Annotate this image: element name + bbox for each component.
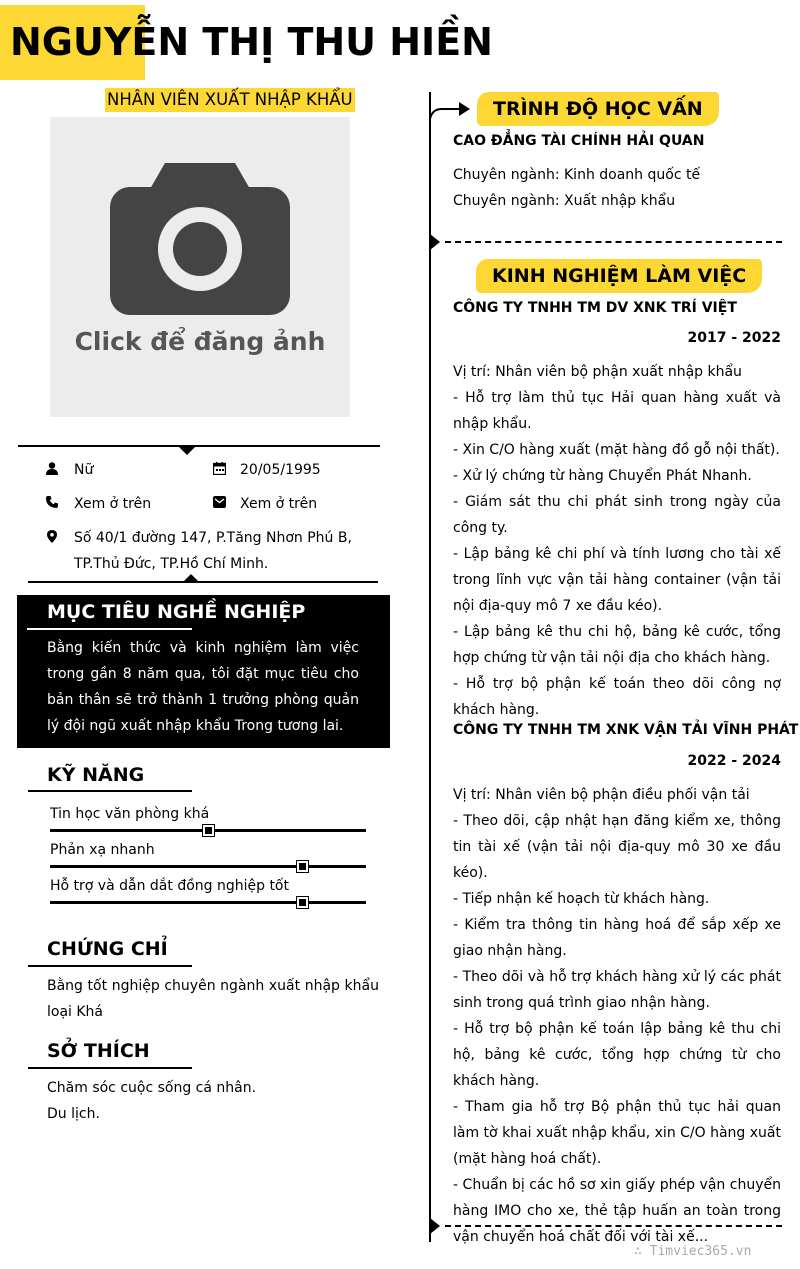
- job-line: - Theo dõi, cập nhật hạn đăng kiểm xe, thông tin tài xế (vận tải nội địa-quy mô 30 xe đầu kéo).: [453, 813, 781, 881]
- info-top-divider: [18, 445, 380, 447]
- timeline-line: [429, 92, 431, 1242]
- objective-section: [17, 595, 390, 748]
- divider-arrow-down: [179, 447, 195, 455]
- job-line: - Chuẩn bị các hồ sơ xin giấy phép vận chuyển hàng IMO cho xe, thẻ tập huấn an toàn trong vận chuyển hoá chất đối với tài xế...: [453, 1177, 781, 1245]
- skill-label: Phản xạ nhanh: [50, 842, 155, 858]
- job-line: - Tiếp nhận kế hoạch từ khách hàng.: [453, 891, 710, 907]
- education-majors: [453, 162, 781, 214]
- hobbies-title: SỞ THÍCH: [47, 1040, 150, 1062]
- skills-title: KỸ NĂNG: [47, 764, 145, 786]
- address-line-2: TP.Thủ Đức, TP.Hồ Chí Minh.: [74, 556, 269, 572]
- certificates-text: Bằng tốt nghiệp chuyên ngành xuất nhập khẩu loại Khá: [47, 978, 379, 1020]
- email-icon: [212, 495, 226, 509]
- job-line: Vị trí: Nhân viên bộ phận điều phối vận tải: [453, 787, 750, 803]
- job-line: - Xử lý chứng từ hàng Chuyển Phát Nhanh.: [453, 468, 752, 484]
- skills-title-underline: [28, 790, 192, 792]
- hobbies-list: [47, 1075, 379, 1127]
- certificates-title-underline: [28, 965, 192, 967]
- location-icon: [45, 529, 59, 543]
- hobby-item: Du lịch.: [47, 1106, 100, 1122]
- education-title: TRÌNH ĐỘ HỌC VẤN: [477, 92, 719, 126]
- skill-label: Hỗ trợ và dẫn dắt đồng nghiệp tốt: [50, 878, 289, 894]
- education-school: CAO ĐẲNG TÀI CHÍNH HẢI QUAN: [453, 133, 705, 149]
- objective-title: MỤC TIÊU NGHỀ NGHIỆP: [47, 601, 306, 623]
- job-line: - Hỗ trợ làm thủ tục Hải quan hàng xuất và nhập khẩu.: [453, 390, 781, 432]
- skill-level-knob: [297, 861, 308, 872]
- job-period: 2017 - 2022: [687, 330, 781, 346]
- job-line: - Xin C/O hàng xuất (mặt hàng đồ gỗ nội thất).: [453, 442, 780, 458]
- timeline-dashed-divider: [445, 241, 782, 243]
- job-line: - Lập bảng kê thu chi hộ, bảng kê cước, tổng hợp chứng từ vận tải nội địa cho khách hàng.: [453, 624, 781, 666]
- objective-title-underline: [27, 628, 192, 630]
- experience-title: KINH NGHIỆM LÀM VIỆC: [476, 259, 762, 293]
- education-major: Chuyên ngành: Xuất nhập khẩu: [453, 193, 676, 209]
- divider-arrow-up: [183, 574, 199, 582]
- phone-icon: [45, 495, 59, 509]
- photo-upload-label: Click để đăng ảnh: [74, 327, 326, 356]
- email-value: Xem ở trên: [240, 496, 318, 512]
- job-line: - Hỗ trợ bộ phận kế toán theo dõi công nợ khách hàng.: [453, 676, 781, 718]
- objective-text: Bằng kiến thức và kinh nghiệm làm việc trong gần 8 năm qua, tôi đặt mục tiêu cho bản thân sẽ trở thành 1 trưởng phòng quản lý đội ngũ xuất nhập khẩu Trong tương lai.: [47, 640, 359, 734]
- info-bottom-divider: [28, 581, 378, 583]
- job-description: [453, 359, 781, 723]
- job-period: 2022 - 2024: [687, 753, 781, 769]
- timeline-marker: [430, 234, 440, 250]
- hobbies-title-underline: [28, 1067, 192, 1069]
- timeline-dashed-divider: [445, 1225, 782, 1227]
- skill-bar-track: [50, 865, 366, 868]
- skill-bar-track: [50, 901, 366, 904]
- timeline-marker: [430, 1218, 440, 1234]
- job-line: - Kiểm tra thông tin hàng hoá để sắp xếp xe giao nhận hàng.: [453, 917, 781, 959]
- candidate-name: NGUYỄN THỊ THU HIỀN: [10, 20, 493, 64]
- job-company: CÔNG TY TNHH TM XNK VẬN TẢI VĨNH PHÁT: [453, 722, 799, 738]
- job-line: - Lập bảng kê chi phí và tính lương cho tài xế trong lĩnh vực vận tải hàng container (vận tải nội địa-quy mô 7 xe đầu kéo).: [453, 546, 781, 614]
- calendar-icon: [212, 461, 226, 475]
- skill-bar-track: [50, 829, 366, 832]
- job-line: - Giám sát thu chi phát sinh trong ngày của công ty.: [453, 494, 781, 536]
- phone-value: Xem ở trên: [74, 496, 152, 512]
- job-title: NHÂN VIÊN XUẤT NHẬP KHẨU: [105, 88, 355, 112]
- camera-icon: [110, 159, 290, 319]
- job-description: [453, 782, 781, 1250]
- address-line-1: Số 40/1 đường 147, P.Tăng Nhơn Phú B,: [74, 530, 352, 546]
- job-line: - Hỗ trợ bộ phận kế toán lập bảng kê thu chi hộ, bảng kê cước, tổng hợp chứng từ cho khách hàng.: [453, 1021, 781, 1089]
- skill-level-knob: [203, 825, 214, 836]
- job-line: - Tham gia hỗ trợ Bộ phận thủ tục hải quan làm tờ khai xuất nhập khẩu, xin C/O hàng xuất (mặt hàng hoá chất).: [453, 1099, 781, 1167]
- birthdate-value: 20/05/1995: [240, 462, 321, 478]
- job-line: - Theo dõi và hỗ trợ khách hàng xử lý các phát sinh trong quá trình giao nhận hàng.: [453, 969, 781, 1011]
- job-company: CÔNG TY TNHH TM DV XNK TRÍ VIỆT: [453, 300, 737, 316]
- photo-upload[interactable]: [50, 117, 350, 417]
- skill-level-knob: [297, 897, 308, 908]
- education-major: Chuyên ngành: Kinh doanh quốc tế: [453, 167, 701, 183]
- watermark: ∴ Timviec365.vn: [634, 1244, 752, 1259]
- timeline-arrow-icon: [428, 99, 473, 121]
- hobby-item: Chăm sóc cuộc sống cá nhân.: [47, 1080, 257, 1096]
- certificates-title: CHỨNG CHỈ: [47, 938, 168, 960]
- user-icon: [45, 461, 59, 475]
- skill-label: Tin học văn phòng khá: [50, 806, 210, 822]
- watermark-text: Timviec365.vn: [649, 1244, 752, 1259]
- gender-value: Nữ: [74, 462, 94, 478]
- job-line: Vị trí: Nhân viên bộ phận xuất nhập khẩu: [453, 364, 742, 380]
